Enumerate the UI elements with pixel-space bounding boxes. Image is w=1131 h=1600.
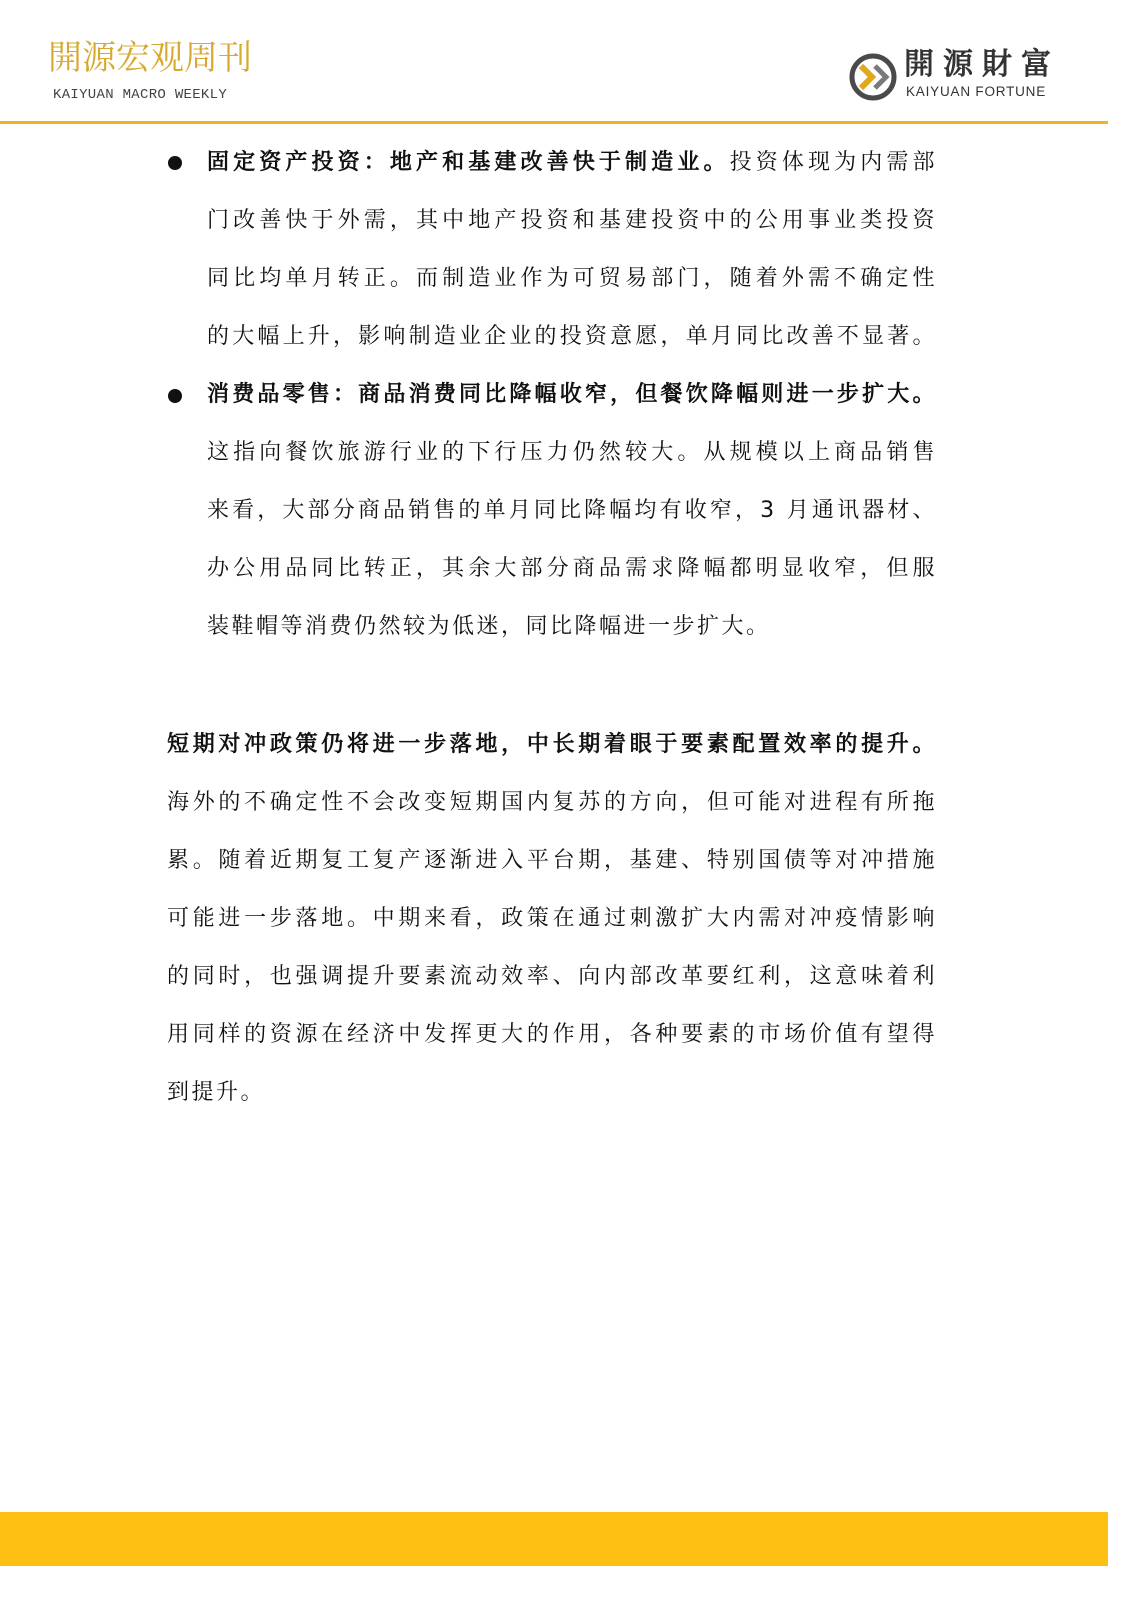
bullet-line: 装鞋帽等消费仍然较为低迷，同比降幅进一步扩大。: [207, 614, 771, 639]
bullet-line: 这指向餐饮旅游行业的下行压力仍然较大。从规模以上商品销售: [207, 440, 937, 465]
publication-subtitle: KAIYUAN MACRO WEEKLY: [53, 87, 228, 103]
logo-name: 開源財富: [904, 47, 1060, 82]
header-rule: [0, 121, 1108, 124]
bullet-line: 同比均单月转正。而制造业作为可贸易部门，随着外需不确定性: [207, 266, 937, 291]
bullet-text: 投资体现为内需部: [729, 150, 937, 175]
bullet-heading: 消费品零售：商品消费同比降幅收窄，但餐饮降幅则进一步扩大。: [207, 382, 937, 407]
bullet-icon: [168, 389, 182, 403]
paragraph-line: 累。随着近期复工复产逐渐进入平台期，基建、特别国债等对冲措施: [167, 848, 937, 873]
logo-name-english: KAIYUAN FORTUNE: [906, 84, 1047, 99]
bullet-line: 门改善快于外需，其中地产投资和基建投资中的公用事业类投资: [207, 208, 937, 233]
paragraph-line: 用同样的资源在经济中发挥更大的作用，各种要素的市场价值有望得: [167, 1022, 937, 1047]
publication-title: 開源宏观周刊: [48, 38, 252, 78]
paragraph-line: 的同时，也强调提升要素流动效率、向内部改革要红利，这意味着利: [167, 964, 937, 989]
bullet-icon: [168, 156, 182, 170]
paragraph-line: 可能进一步落地。中期来看，政策在通过刺激扩大内需对冲疫情影响: [167, 906, 937, 931]
summary-paragraph: [167, 716, 937, 1122]
paragraph-heading: 短期对冲政策仍将进一步落地，中长期着眼于要素配置效率的提升。: [167, 732, 937, 757]
paragraph-line: 海外的不确定性不会改变短期国内复苏的方向，但可能对进程有所拖: [167, 790, 937, 815]
bullet-line: 的大幅上升，影响制造业企业的投资意愿，单月同比改善不显著。: [207, 324, 937, 349]
bullet-line: [207, 134, 937, 192]
paragraph-line: 到提升。: [167, 1080, 266, 1105]
bullet-list: [207, 134, 937, 656]
bullet-line: 办公用品同比转正，其余大部分商品需求降幅都明显收窄，但服: [207, 556, 937, 581]
bullet-line: 来看，大部分商品销售的单月同比降幅均有收窄，3 月通讯器材、: [207, 498, 937, 523]
kaiyuan-logo-icon: [848, 52, 898, 102]
footer-band: [0, 1512, 1108, 1566]
bullet-heading: 固定资产投资：地产和基建改善快于制造业。: [207, 150, 730, 175]
